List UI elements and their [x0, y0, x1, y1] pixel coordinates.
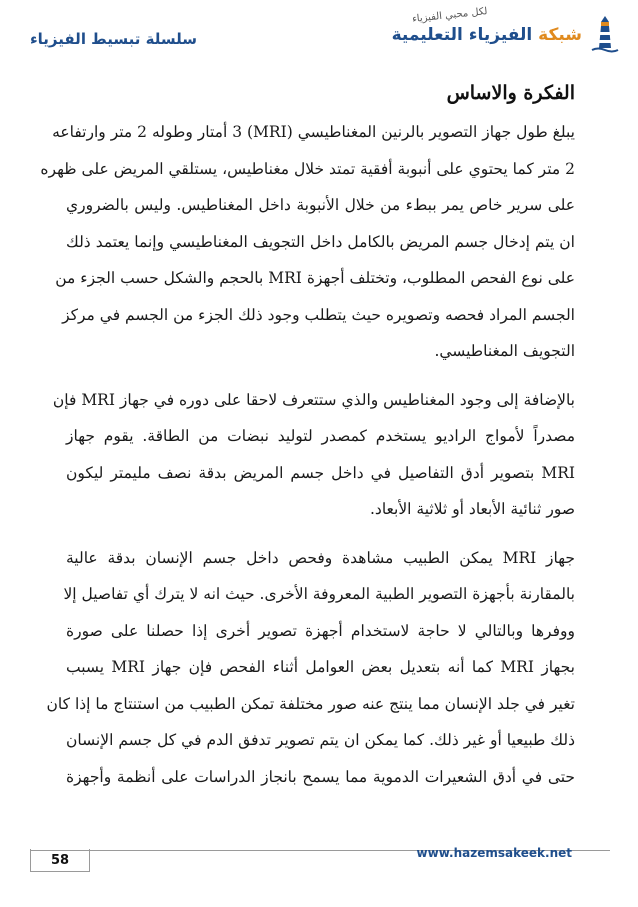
text-line: مصدراً لأمواج الراديو يستخدم كمصدر لتوليد نبضات من الطاقة. يقوم جهاز [66, 427, 575, 445]
website-link[interactable]: www.hazemsakeek.net [416, 846, 572, 860]
text-line: MRI بتصوير أدق التفاصيل في داخل جسم المريض بدقة نصف مليمتر ليكون [66, 463, 575, 482]
brand-tagline: لكل محبي الفيزياء [412, 6, 489, 25]
text-line: ان يتم إدخال جسم المريض بالكامل داخل التجويف المغناطيسي وإنما يعتمد ذلك [66, 232, 575, 251]
text-line: ووفرها وبالتالي لا حاجة لاستخدام أجهزة تصوير أخرى إذا حصلنا على صورة [66, 621, 575, 640]
main-content [40, 82, 575, 807]
text-line: ذلك طبيعيا أو غير ذلك. كما يمكن ان يتم تصوير تدفق الدم في كل جسم الإنسان [66, 731, 575, 749]
text-line: صور ثنائية الأبعاد أو ثلاثية الأبعاد. [369, 500, 575, 518]
text-line: حتى في أدق الشعيرات الدموية مما يسمح بانجاز الدراسات على أنظمة وأجهزة [66, 767, 575, 786]
text-line: يبلغ طول جهاز التصوير بالرنين المغناطيسي (MRI) 3 أمتار وطوله 2 متر وارتفاعه [52, 123, 575, 141]
text-line: على سرير خاص يمر ببطء من خلال الأنبوبة داخل المغناطيس. وليس بالضروري [66, 196, 575, 214]
brand-part2: الفيزياء التعليمية [391, 25, 533, 45]
section-heading: الفكرة والاساس [446, 82, 575, 104]
page-number: 58 [30, 849, 90, 872]
brand-name [392, 25, 582, 45]
brand-part1: شبكة [538, 25, 582, 45]
page-header [0, 0, 638, 70]
lighthouse-logo-icon [590, 14, 620, 54]
text-line: بجهاز MRI كما أنه بتعديل بعض العوامل أثناء الفحص فإن جهاز MRI يسبب [66, 658, 575, 676]
text-line: 2 متر كما يحتوي على أنبوبة أفقية تمتد خلال مغناطيس، يستلقي المريض على ظهره [40, 159, 575, 178]
text-line: بالمقارنة بأجهزة التصوير الطبية المعروفة الأخرى. حيث انه لا يترك أي تفاصيل إلا [63, 585, 575, 603]
series-title: سلسلة تبسيط الفيزياء [30, 30, 197, 48]
text-line: تغير في جلد الإنسان مما ينتج عنه صور مختلفة تمكن الطبيب من استنتاج ما إذا كان [46, 694, 575, 713]
text-line: الجسم المراد فحصه وتصويره حيث يتطلب وجود ذلك الجزء من الجسم في مركز [62, 305, 575, 324]
paragraph [52, 382, 575, 528]
text-line: بالإضافة إلى وجود المغناطيس والذي ستتعرف لاحقا على دوره في جهاز MRI فإن [52, 390, 575, 409]
text-line: على نوع الفحص المطلوب، وتختلف أجهزة MRI بالحجم والشكل حسب الجزء من [55, 269, 575, 287]
paragraph [46, 540, 575, 796]
paragraph [40, 114, 575, 370]
text-line: جهاز MRI يمكن الطبيب مشاهدة وفحص داخل جسم الإنسان بدقة عالية [66, 548, 575, 567]
text-line: التجويف المغناطيسي. [434, 342, 575, 360]
